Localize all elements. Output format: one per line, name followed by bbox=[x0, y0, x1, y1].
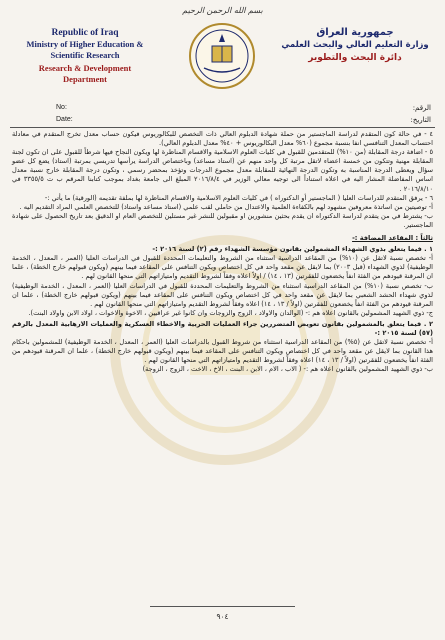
department-line-en: Research & Development bbox=[38, 63, 132, 73]
section-1-heading: ١ . فيما يتعلق بذوي الشهداء المشمولين بقانون مؤسسة الشهداء رقم (٢) لسنة ٢٠١٦ :- bbox=[152, 245, 433, 254]
section-1b: ب- تخصص نسبة (١٠%) من المقاعد الدراسية استثناء من الشروط والتعليمات المحددة للقبول في الدراسات العليا (العمر ، المعدل ، الخدمة الوظيفية) لذوي شهداء الحشد الشعبي بما لايقل عن مقعد واحد في كل اختصاص ويكون التنافس على المقاعد فيما بينهم (ويكون قبولهم خارج الخطة) ، علما ان المرقنة قيودهم من الفئة انفاً يخضعون للفقرتين (اولاً / ١٣ ، ١٤) اعلاه وفقاً لشروط التقديم وامتيازاتهم التي منحها القانون لهم . bbox=[12, 281, 433, 308]
section-2a: أ- تخصص نسبة لاتقل عن (٥%) من المقاعد الدراسية استثناء من شروط القبول بالدراسات العليا (العمر ، المعدل ، الخدمة الوظيفية) للمشمولين باحكام هذا القانون بما لايقل عن مقعد واحد في كل اختصاص ويكون التنافس على المقاعد فيما بينهم (ويكون قبولهم خارج الخطة) ، علما ان المرقنة قيودهم من الفئة انفاً يخضعون للفقرتين (اولاً / ١٣ ، ١٤) اعلاه وفقاً لشروط التقديم وامتيازاتهم التي منحها القانون لهم . bbox=[12, 338, 433, 365]
arabic-letterhead bbox=[275, 26, 435, 65]
section-2-heading: ٢ . فيما يتعلق بالمشمولين بقانون تعويض المتضررين جراء العمليات الحربية والاخطاء العسكرية والعمليات الارهابية المعدل بالرقم (٥٧) لسنة ٢٠١٥ :- bbox=[12, 319, 433, 337]
english-letterhead bbox=[10, 28, 160, 85]
ministry-line-ar: وزارة التعليم العالي والبحث العلمي bbox=[281, 40, 429, 50]
ministry-emblem-icon bbox=[182, 20, 262, 92]
number-label-ar: الرقم: bbox=[412, 104, 431, 112]
department-line2-en: Department bbox=[63, 74, 107, 84]
section-1a: أ- تخصص نسبة لاتقل عن (١٠%) من المقاعد الدراسية استثناء من الشروط والتعليمات المحددة للقبول في الدراسات العليا (العمر ، المعدل ، الخدمة الوظيفية) لذوي الشهداء (قبل ٢٠٠٣) بما لايقل عن مقعد واحد في كل اختصاص ويكون التنافس على المقاعد فيما بينهم (ويكون قبولهم خارج الخطة) ، علما ان المرقنة قيودهم من الفئة انفاً يخضعون للفقرتين (١٣ ، ١٤) / اولاً اعلاه وفقاً لشروط التقديم وامتيازاتهم التي منحها القانون لهم . bbox=[12, 254, 433, 281]
number-label-en: No: bbox=[56, 104, 67, 111]
page-number: ٩٠٤ bbox=[216, 612, 229, 621]
paragraph-5: ٥ - اضافة درجة المقابلة (من ١٠%) للمتقدمين للقبول في كليات العلوم الاسلامية والاقسام المناظرة لها ويكون النجاح فيها شرطاً للقبول على ان تكون لجنة المقابلة مهنية وتتكون من خمسة اعضاء لاتقل مرتبة كل واحد منهم عن (استاذ مساعد) وباختصاص الدراسة يرأسها تدريسي بمرتبة (استاذ) يضع كل عضو سؤال ويعطى الدرجة المناسبة به وتكون الدرجة النهائية للمقابلة معدل مجموع الدرجات وتؤخذ بمحضر رسمي ، وتكون درجة المقابلة خارج نسبة معدل اساس المفاضلة المشار اليه في اعلاه استناداً الى توجيه معالي الوزير في ٢٠١٦/٨/٤ المبلغ الى جامعة بغداد بموجب كتابنا المرقم ب ت ٣٣٥٥/٥ في ٢٠١٦/٨/١٠ . bbox=[12, 148, 433, 193]
paragraph-6a: أ- توصيتين من اساتذة معروفين مشهود لهم بالكفاءة العلمية والاعتدال من حاملي لقب علمي (استاذ مساعد واستاذ) للتخصص العلمي المراد التقديم اليه . bbox=[19, 202, 433, 211]
paragraph-4: ٤ - في حالة كون المتقدم لدراسة الماجستير من حملة شهادة الدبلوم العالي ذات التخصص للبكالوريوس فيكون حساب معدل تخرج المتقدم في معادلة احتساب المعدل التنافسي انفا بنسبة مجموع (٦٠% معدل البكالوريوس + ٤٠% معدل الدبلوم العالي). bbox=[12, 130, 433, 148]
date-label-en: Date: bbox=[56, 116, 73, 123]
republic-line-en: Republic of Iraq bbox=[51, 28, 119, 38]
footer-divider bbox=[150, 606, 295, 607]
section-2b: ب- ذوي الشهيد المشمولين بالقانون اعلاه هم :- ( الاب ، الام ، الابن ، البنت ، الاخ ، الاخت ، الزوج ، الزوجة) bbox=[142, 365, 433, 374]
republic-line-ar: جمهورية العراق bbox=[316, 27, 394, 38]
basmala: بسم الله الرحمن الرحيم bbox=[182, 6, 263, 15]
paragraph-6: ٦ - يرفق المتقدم للدراسات العليا ( الماجستير أو الدكتوراه ) في كليات العلوم الاسلامية والاقسام المناظرة لها بملفة تقديمه (الورقية) ما يأتي :- bbox=[44, 193, 433, 202]
header-divider bbox=[10, 127, 435, 128]
date-label-ar: التاريخ: bbox=[410, 116, 431, 124]
document-body bbox=[12, 130, 433, 600]
department-line-ar: دائرة البحث والتطوير bbox=[308, 53, 402, 63]
section-1c: ج- ذوي الشهيد المشمولين بالقانون اعلاه هم :- (الوالدان والاولاد ، الزوج والزوجات وان كانوا غير عراقيين ، الاخوة والاخوات ، اولاد الابن واولاد البنت). bbox=[28, 308, 433, 317]
ministry-line2-en: Scientific Research bbox=[50, 50, 120, 60]
section-title: ثالثاً : المقاعد المضافة :- bbox=[352, 234, 433, 243]
paragraph-6b: ب- يشترط في من يتقدم لدراسة الدكتوراه ان يقدم بحثين منشورين او مقبولين للنشر غير مستلين للتخصص العام او الدقيق بعد تاريخ الحصول على شهادة الماجستير. bbox=[12, 211, 433, 229]
ministry-line-en: Ministry of Higher Education & bbox=[26, 39, 144, 49]
